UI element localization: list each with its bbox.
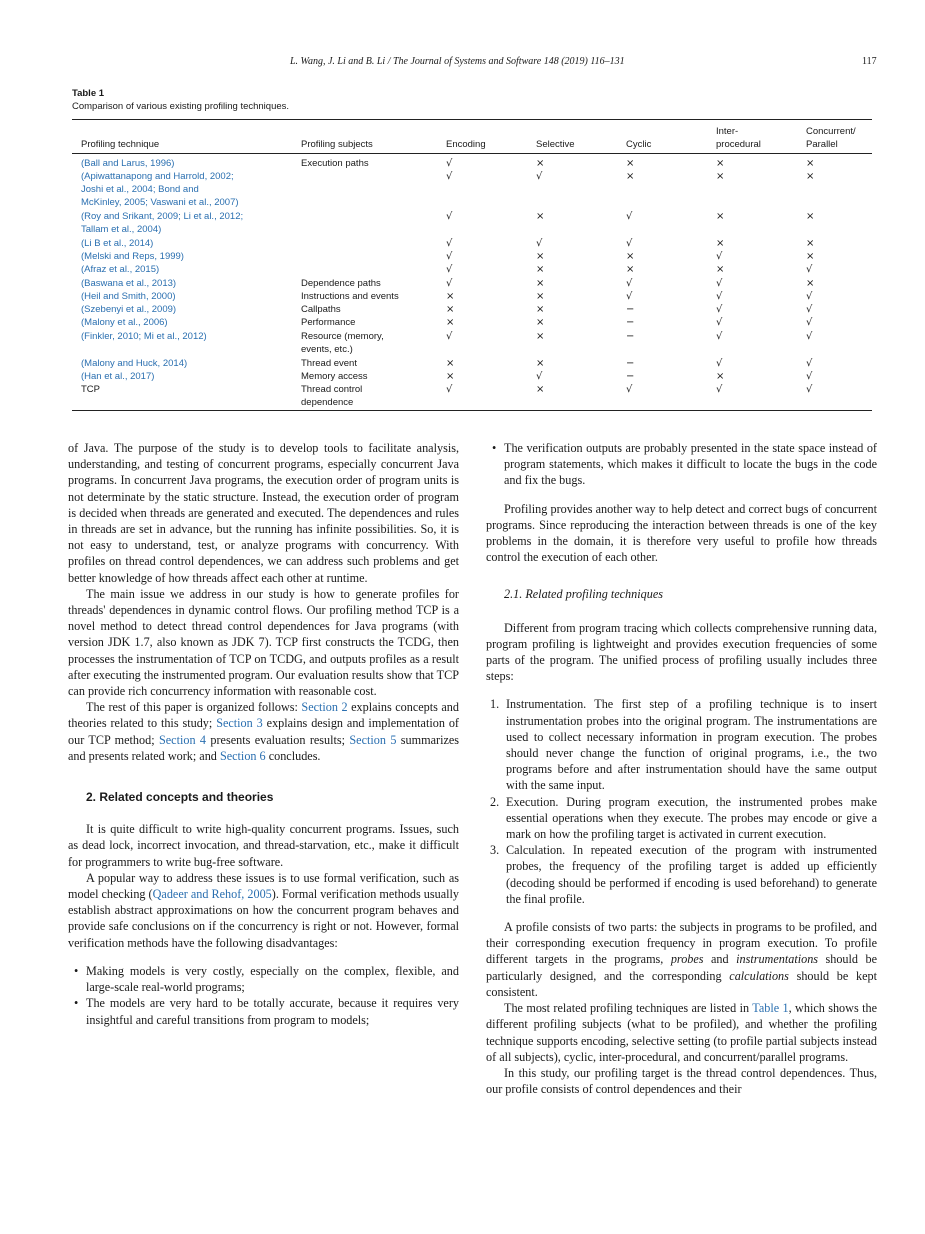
support-mark-conc: ×	[806, 251, 815, 262]
support-mark-enc: ×	[446, 371, 455, 382]
support-mark-cyc: √	[626, 211, 633, 222]
support-mark-enc: ×	[446, 291, 455, 302]
section-heading: 2. Related concepts and theories	[86, 790, 274, 805]
support-mark-sel: √	[536, 238, 543, 249]
support-mark-conc: √	[806, 384, 813, 395]
profiling-subject: Resource (memory,	[301, 331, 384, 342]
profiling-subject: dependence	[301, 397, 354, 409]
support-mark-sel: ×	[536, 317, 545, 328]
support-mark-enc: √	[446, 384, 453, 395]
citation-link[interactable]: (Szebenyi et al., 2009)	[81, 304, 177, 315]
citation-link[interactable]: (Heil and Smith, 2000)	[81, 291, 176, 302]
support-mark-inter: √	[716, 384, 723, 395]
col-header-cyclic: Cyclic	[626, 138, 652, 150]
support-mark-inter: ×	[716, 264, 725, 275]
paragraph: The most related profiling techniques are listed in Table 1, which shows the different profiling subjects (what to be profiled), and whether the profiling technique supports encoding, selective setting (to profile partial subjects instead of all subjects), cyclic, inter-procedural, and concurrent/parallel programs.	[486, 1001, 877, 1064]
paragraph: In this study, our profiling target is the thread control dependences. Thus, our profile consists of control dependences and their	[486, 1065, 877, 1097]
support-mark-cyc: ×	[626, 158, 635, 169]
col-header-inter-procedural: Inter- procedural	[716, 125, 761, 150]
section-3-link[interactable]: Section 3	[216, 716, 263, 731]
list-item: 2. Execution. During program execution, the instrumented probes make essential operations when they execute. The probes may encode or give a mark on how the profiling target is activated in current execution.	[490, 794, 877, 842]
support-mark-sel: ×	[536, 331, 545, 342]
support-mark-enc: √	[446, 264, 453, 275]
support-mark-conc: √	[806, 371, 813, 382]
support-mark-sel: ×	[536, 358, 545, 369]
profiling-subject: Instructions and events	[301, 291, 399, 302]
support-mark-conc: ×	[806, 171, 815, 182]
citation-link[interactable]: McKinley, 2005; Vaswani et al., 2007)	[81, 197, 239, 209]
support-mark-enc: ×	[446, 304, 455, 315]
list-item: • The models are very hard to be totally accurate, because it requires very insightful and careful transitions from program to models;	[86, 995, 459, 1027]
support-mark-cyc: −	[626, 317, 635, 328]
profiling-subject: events, etc.)	[301, 344, 353, 356]
paragraph: A profile consists of two parts: the subjects in programs to be profiled, and their corresponding execution frequency in program execution. To profile different targets in the programs, probes and instrumentations should be particularly designed, and the corresponding calculations should be kept consistent.	[486, 920, 877, 999]
disadvantage-list-continued	[486, 440, 877, 489]
profiling-subject: Execution paths	[301, 158, 369, 169]
support-mark-conc: √	[806, 317, 813, 328]
paragraph: Profiling provides another way to help detect and correct bugs of concurrent programs. Since reproducing the interaction between threads is one of the key problems in the domain, it is therefore very useful to profile how threads control the execution of each other.	[486, 501, 877, 565]
citation-link[interactable]: (Ball and Larus, 1996)	[81, 158, 175, 169]
support-mark-sel: ×	[536, 251, 545, 262]
page-header	[0, 56, 925, 70]
support-mark-conc: ×	[806, 278, 815, 289]
profiling-subject: Thread event	[301, 358, 357, 369]
citation-link[interactable]: (Han et al., 2017)	[81, 371, 155, 382]
support-mark-enc: √	[446, 238, 453, 249]
support-mark-conc: √	[806, 264, 813, 275]
support-mark-enc: ×	[446, 317, 455, 328]
support-mark-inter: ×	[716, 211, 725, 222]
support-mark-inter: √	[716, 331, 723, 342]
profiling-subject: Dependence paths	[301, 278, 381, 289]
paragraph: of Java. The purpose of the study is to develop tools to facilitate analysis, understanding, and testing of concurrent programs, especially concurrent Java programs. In concurrent Java programs, the execution order of program units is not determinate by the static structure. Instead, the execution order of program is decided when threads are generated and executed. The dependences and rules in threads are set in advance, but the running has infinite possibilities. So, it is not easy to understand, test, or analyze programs with concurrency. With profiles on thread control dependences, we can address such problems and get better knowledge of how threads affect each other at runtime.	[68, 441, 459, 585]
support-mark-inter: √	[716, 278, 723, 289]
citation-link[interactable]: Tallam et al., 2004)	[81, 224, 162, 236]
col-header-selective: Selective	[536, 138, 575, 150]
support-mark-cyc: −	[626, 371, 635, 382]
left-column	[68, 440, 459, 1028]
support-mark-enc: √	[446, 158, 453, 169]
profiling-subject: Callpaths	[301, 304, 341, 315]
support-mark-sel: ×	[536, 384, 545, 395]
support-mark-sel: ×	[536, 278, 545, 289]
paragraph: A popular way to address these issues is to use formal verification, such as model checking (Qadeer and Rehof, 2005). Formal verification methods usually establish abstract approximations on how the concurrent program behaves and provide safe conclusions on if the concurrency is right or not. However, formal verification methods have the following disadvantages:	[68, 870, 459, 950]
list-item: • The verification outputs are probably presented in the state space instead of program statements, which makes it difficult to locate the bugs in the code and fix the bugs.	[504, 440, 877, 489]
support-mark-enc: √	[446, 278, 453, 289]
subsection-heading: 2.1. Related profiling techniques	[504, 587, 663, 602]
support-mark-enc: √	[446, 251, 453, 262]
support-mark-inter: ×	[716, 371, 725, 382]
support-mark-conc: √	[806, 358, 813, 369]
support-mark-cyc: −	[626, 331, 635, 342]
citation-link[interactable]: (Finkler, 2010; Mi et al., 2012)	[81, 331, 207, 342]
support-mark-sel: ×	[536, 211, 545, 222]
paragraph: The main issue we address in our study is how to generate profiles for threads' dependences in dynamic control flows. Our profiling method TCP is a novel method to detect thread control dependences for Java programs (with version JDK 1.7, also known as JDK 7). TCP first constructs the TCDG, then processes the instrumentation of TCP on TCDG, and outputs profiles as a result after executing the instrumented program. Our evaluation results show that TCP can provide rich concurrency information with reasonable cost.	[68, 586, 459, 699]
support-mark-enc: ×	[446, 358, 455, 369]
paragraph: It is quite difficult to write high-quality concurrent programs. Issues, such as dead lock, incorrect invocation, and thread-starvation, etc., make it difficult for programmers to write bug-free software.	[68, 822, 459, 869]
support-mark-enc: √	[446, 211, 453, 222]
paragraph: Different from program tracing which collects comprehensive running data, program profiling is lightweight and provides execution frequencies of some parts of the program. The unified process of profiling usually includes three steps:	[486, 620, 877, 684]
right-column	[486, 440, 877, 1097]
citation-link[interactable]: Qadeer and Rehof, 2005	[152, 887, 272, 902]
support-mark-cyc: ×	[626, 264, 635, 275]
comparison-table	[72, 119, 872, 411]
col-header-encoding: Encoding	[446, 138, 486, 150]
citation-link[interactable]: (Baswana et al., 2013)	[81, 278, 177, 289]
section-4-link[interactable]: Section 4	[158, 732, 207, 747]
support-mark-inter: ×	[716, 238, 725, 249]
support-mark-cyc: √	[626, 291, 633, 302]
support-mark-cyc: √	[626, 384, 633, 395]
citation-link[interactable]: Joshi et al., 2004; Bond and	[81, 184, 199, 196]
section-2-link[interactable]: Section 2	[301, 700, 348, 715]
support-mark-sel: ×	[536, 304, 545, 315]
citation-link[interactable]: (Apiwattanapong and Harrold, 2002;	[81, 171, 234, 182]
page-number: 117	[862, 56, 877, 67]
support-mark-conc: √	[806, 291, 813, 302]
support-mark-inter: √	[716, 317, 723, 328]
support-mark-inter: √	[716, 304, 723, 315]
support-mark-inter: ×	[716, 158, 725, 169]
support-mark-conc: √	[806, 304, 813, 315]
profiling-subject: Performance	[301, 317, 356, 328]
citation-link[interactable]: (Roy and Srikant, 2009; Li et al., 2012;	[81, 211, 244, 222]
col-header-technique: Profiling technique	[81, 138, 160, 150]
table-1-link[interactable]: Table 1	[752, 1001, 789, 1016]
support-mark-conc: ×	[806, 238, 815, 249]
support-mark-cyc: ×	[626, 251, 635, 262]
support-mark-cyc: ×	[626, 171, 635, 182]
support-mark-enc: √	[446, 331, 453, 342]
support-mark-conc: ×	[806, 158, 815, 169]
list-item: 1. Instrumentation. The first step of a profiling technique is to insert instrumentation probes into the original program. The instrumentations are used to collect necessary information in program execution. The probes should never change the function of original programs, i.e., the two programs before and after instrumentation should have the same output with the same input.	[490, 697, 877, 793]
list-item: 3. Calculation. In repeated execution of the program with instrumented probes, the frequency of the profiling target is added up efficiently (decoding should be performed if encoding is used beforehand) to generate the final profile.	[490, 843, 877, 906]
citation-link[interactable]: (Li B et al., 2014)	[81, 238, 154, 249]
support-mark-cyc: −	[626, 304, 635, 315]
support-mark-sel: √	[536, 171, 543, 182]
support-mark-inter: ×	[716, 171, 725, 182]
list-item: • Making models is very costly, especially on the complex, flexible, and large-scale real-world programs;	[86, 963, 459, 995]
section-6-link[interactable]: Section 6	[219, 748, 266, 763]
citation-link[interactable]: (Melski and Reps, 1999)	[81, 251, 184, 262]
col-header-subjects: Profiling subjects	[301, 138, 373, 150]
technique-name: TCP	[81, 384, 100, 395]
support-mark-conc: ×	[806, 211, 815, 222]
profiling-subject: Thread control	[301, 384, 363, 395]
paragraph: The rest of this paper is organized follows: Section 2 explains concepts and theories related to this study; Section 3 explains design and implementation of our TCP method; Section 4 presents evaluation results; Section 5 summarizes and presents related work; and Section 6 concludes.	[68, 700, 460, 763]
support-mark-sel: ×	[536, 264, 545, 275]
disadvantage-list	[68, 963, 459, 1028]
profiling-steps-list	[486, 696, 877, 907]
citation-link[interactable]: (Malony et al., 2006)	[81, 317, 168, 328]
table-caption: Comparison of various existing profiling techniques.	[72, 101, 290, 112]
support-mark-cyc: −	[626, 358, 635, 369]
profiling-subject: Memory access	[301, 371, 368, 382]
col-header-concurrent-parallel: Concurrent/ Parallel	[806, 125, 856, 150]
support-mark-sel: ×	[536, 158, 545, 169]
citation-link[interactable]: (Malony and Huck, 2014)	[81, 358, 188, 369]
running-head: L. Wang, J. Li and B. Li / The Journal of Systems and Software 148 (2019) 116–131	[290, 56, 625, 67]
support-mark-inter: √	[716, 251, 723, 262]
support-mark-enc: √	[446, 171, 453, 182]
table-label: Table 1	[72, 88, 105, 99]
citation-link[interactable]: (Afraz et al., 2015)	[81, 264, 160, 275]
support-mark-inter: √	[716, 291, 723, 302]
support-mark-cyc: √	[626, 278, 633, 289]
support-mark-cyc: √	[626, 238, 633, 249]
support-mark-conc: √	[806, 331, 813, 342]
section-5-link[interactable]: Section 5	[349, 732, 397, 747]
support-mark-sel: ×	[536, 291, 545, 302]
support-mark-inter: √	[716, 358, 723, 369]
support-mark-sel: √	[536, 371, 543, 382]
